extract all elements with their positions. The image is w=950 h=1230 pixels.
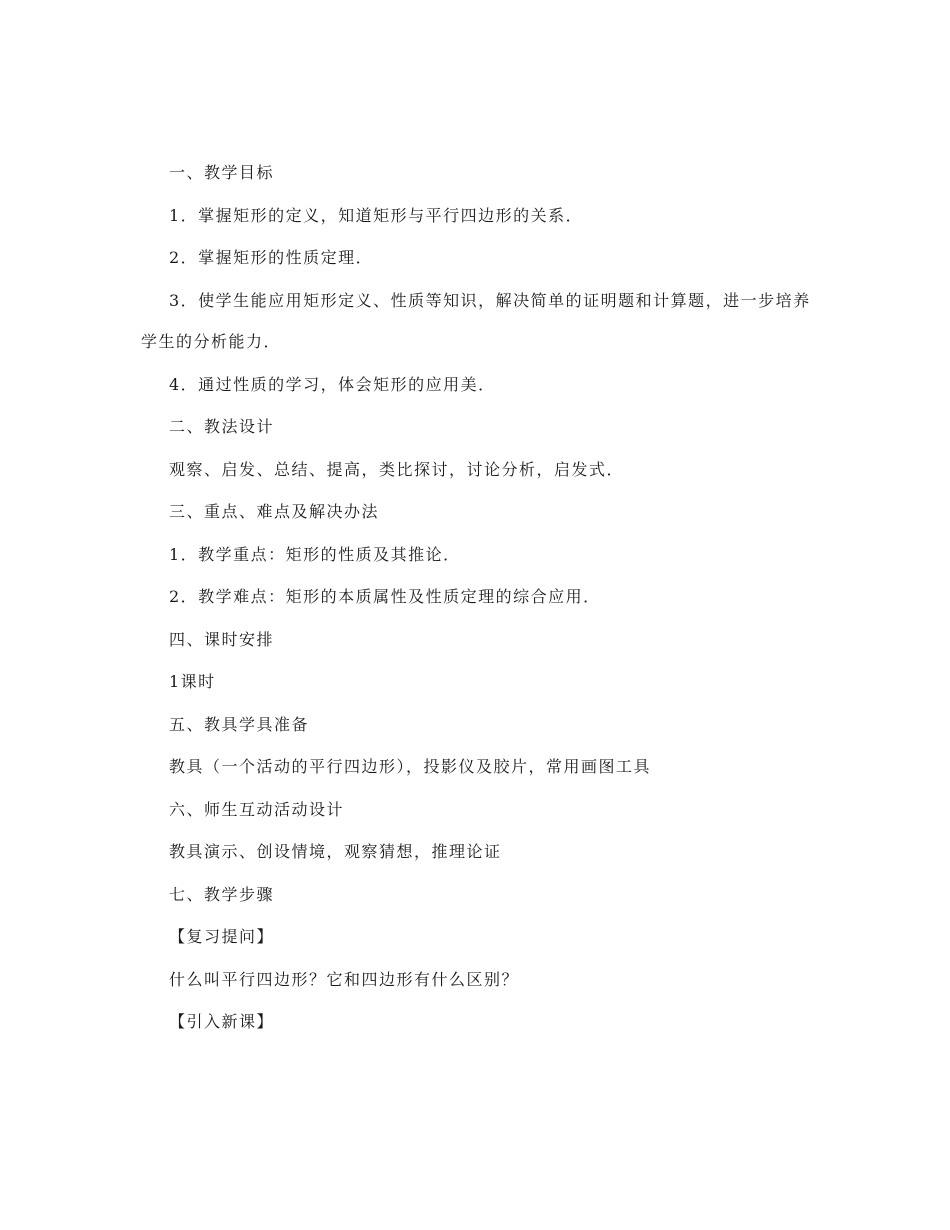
key-point-item-1: 1．教学重点：矩形的性质及其推论． [169,544,461,564]
objective-item-3: 3．使学生能应用矩形定义、性质等知识，解决简单的证明题和计算题，进一步培养学生的分析能力． [141,290,811,351]
subheading-review-questions: 【复习提问】 [169,927,275,946]
objective-item-1: 1．掌握矩形的定义，知道矩形与平行四边形的关系． [169,205,584,225]
section-heading-key-points: 三、重点、难点及解决办法 [169,502,380,521]
objective-item-2: 2．掌握矩形的性质定理． [169,248,374,267]
key-point-item-2: 2．教学难点：矩形的本质属性及性质定理的综合应用． [169,587,601,606]
interaction-text: 教具演示、创设情境，观察猜想，推理论证 [169,842,502,861]
objective-item-4: 4．通过性质的学习，体会矩形的应用美． [169,374,496,394]
section-heading-schedule: 四、课时安排 [169,629,275,649]
section-heading-teaching-objectives: 一、教学目标 [169,163,275,182]
subheading-new-lesson: 【引入新课】 [169,1012,275,1031]
section-heading-materials: 五、教具学具准备 [169,714,310,734]
teaching-method-text: 观察、启发、总结、提高，类比探讨，讨论分析，启发式． [169,459,625,479]
section-heading-steps: 七、教学步骤 [169,884,275,904]
section-heading-interaction: 六、师生互动活动设计 [169,799,345,819]
schedule-text: 1课时 [169,672,216,691]
document-body [141,152,813,1044]
materials-text: 教具（一个活动的平行四边形），投影仪及胶片，常用画图工具 [169,757,652,776]
review-question-text: 什么叫平行四边形？它和四边形有什么区别？ [169,969,520,989]
section-heading-teaching-method: 二、教法设计 [169,417,275,436]
